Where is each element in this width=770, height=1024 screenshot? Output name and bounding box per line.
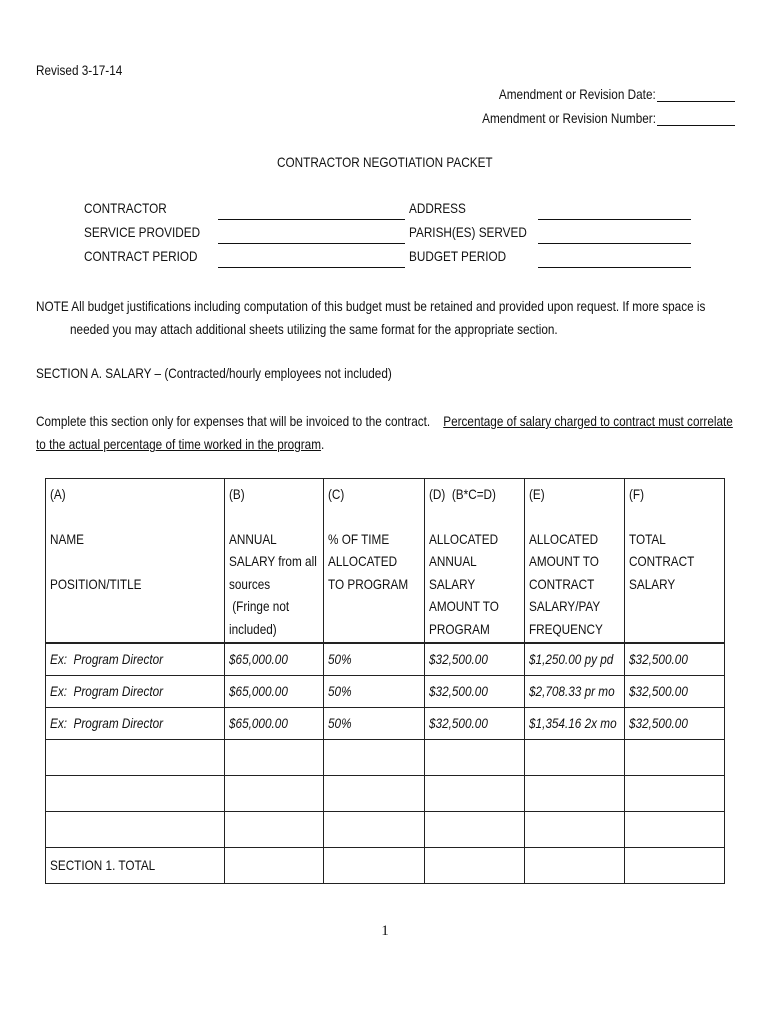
table-cell-empty[interactable] <box>525 812 625 848</box>
column-header-f: (F) TOTAL CONTRACT SALARY <box>625 479 725 644</box>
instruction-underlined-1: Percentage of salary charged to contract must correlate <box>443 413 733 429</box>
amendment-date-label: Amendment or Revision Date: <box>499 86 656 102</box>
revised-date: Revised 3-17-14 <box>36 62 123 78</box>
table-cell: $65,000.00 <box>225 643 324 676</box>
table-row <box>46 812 725 848</box>
table-cell-empty[interactable] <box>625 776 725 812</box>
parishes-served-field[interactable] <box>538 243 691 244</box>
table-cell: $1,354.16 2x mo <box>525 708 625 740</box>
total-cell[interactable] <box>425 848 525 884</box>
table-cell-empty[interactable] <box>324 776 425 812</box>
column-header-a: (A) NAME POSITION/TITLE <box>46 479 225 644</box>
service-provided-label: SERVICE PROVIDED <box>84 224 201 240</box>
parishes-served-label: PARISH(ES) SERVED <box>409 224 527 240</box>
contractor-field[interactable] <box>218 219 405 220</box>
table-cell-empty[interactable] <box>225 776 324 812</box>
table-cell-empty[interactable] <box>46 812 225 848</box>
table-cell-empty[interactable] <box>525 740 625 776</box>
instruction-end: . <box>321 436 325 452</box>
section-a-heading: SECTION A. SALARY – (Contracted/hourly employees not included) <box>36 365 392 381</box>
table-cell: $32,500.00 <box>425 676 525 708</box>
table-cell-empty[interactable] <box>525 776 625 812</box>
section-a-instruction <box>36 411 746 457</box>
table-cell: $32,500.00 <box>625 676 725 708</box>
table-cell-empty[interactable] <box>46 740 225 776</box>
note-line-2: needed you may attach additional sheets utilizing the same format for the appropriate section. <box>70 321 558 337</box>
budget-period-label: BUDGET PERIOD <box>409 248 507 264</box>
table-cell-empty[interactable] <box>625 812 725 848</box>
table-cell: $65,000.00 <box>225 708 324 740</box>
table-row <box>46 708 725 740</box>
table-cell: $32,500.00 <box>625 708 725 740</box>
table-cell-empty[interactable] <box>425 812 525 848</box>
service-provided-field[interactable] <box>218 243 405 244</box>
note-line-1: NOTE All budget justifications including computation of this budget must be retained and provided upon request. If more space is <box>36 298 706 314</box>
column-header-b: (B) ANNUAL SALARY from all sources (Fringe not included) <box>225 479 324 644</box>
amendment-number-field[interactable] <box>657 112 735 126</box>
address-label: ADDRESS <box>409 200 466 216</box>
contract-period-field[interactable] <box>218 267 405 268</box>
column-header-d: (D) (B*C=D) ALLOCATED ANNUAL SALARY AMOUNT TO PROGRAM <box>425 479 525 644</box>
column-header-c: (C) % OF TIME ALLOCATED TO PROGRAM <box>324 479 425 644</box>
page-title: CONTRACTOR NEGOTIATION PACKET <box>277 154 493 170</box>
instruction-underlined-2: to the actual percentage of time worked in the program <box>36 436 322 452</box>
table-cell-empty[interactable] <box>225 812 324 848</box>
total-label: SECTION 1. TOTAL <box>46 848 225 884</box>
table-cell-empty[interactable] <box>625 740 725 776</box>
table-cell-empty[interactable] <box>425 740 525 776</box>
contractor-label: CONTRACTOR <box>84 200 167 216</box>
total-cell[interactable] <box>525 848 625 884</box>
amendment-number-row <box>449 110 735 126</box>
table-cell: 50% <box>324 643 425 676</box>
table-cell-empty[interactable] <box>46 776 225 812</box>
amendment-date-row <box>469 86 735 102</box>
table-row <box>46 676 725 708</box>
table-row <box>46 643 725 676</box>
page-number: 1 <box>381 923 389 939</box>
table-cell: Ex: Program Director <box>46 643 225 676</box>
table-cell: 50% <box>324 708 425 740</box>
table-cell: $32,500.00 <box>625 643 725 676</box>
table-header-row <box>46 479 725 644</box>
table-cell-empty[interactable] <box>324 812 425 848</box>
total-row <box>46 848 725 884</box>
table-cell: $2,708.33 pr mo <box>525 676 625 708</box>
salary-table <box>45 478 725 884</box>
amendment-number-label: Amendment or Revision Number: <box>482 110 656 126</box>
table-cell: $1,250.00 py pd <box>525 643 625 676</box>
table-cell: Ex: Program Director <box>46 676 225 708</box>
table-cell: $32,500.00 <box>425 643 525 676</box>
column-header-e: (E) ALLOCATED AMOUNT TO CONTRACT SALARY/PAY FREQUENCY <box>525 479 625 644</box>
table-cell: Ex: Program Director <box>46 708 225 740</box>
table-row <box>46 740 725 776</box>
budget-period-field[interactable] <box>538 267 691 268</box>
table-cell: 50% <box>324 676 425 708</box>
amendment-date-field[interactable] <box>657 88 735 102</box>
budget-note <box>36 296 736 342</box>
address-field[interactable] <box>538 219 691 220</box>
instruction-plain: Complete this section only for expenses that will be invoiced to the contract. <box>36 413 444 429</box>
total-cell[interactable] <box>324 848 425 884</box>
table-cell: $65,000.00 <box>225 676 324 708</box>
table-cell-empty[interactable] <box>425 776 525 812</box>
table-cell: $32,500.00 <box>425 708 525 740</box>
total-cell[interactable] <box>225 848 324 884</box>
contract-period-label: CONTRACT PERIOD <box>84 248 198 264</box>
table-cell-empty[interactable] <box>225 740 324 776</box>
total-cell[interactable] <box>625 848 725 884</box>
table-cell-empty[interactable] <box>324 740 425 776</box>
table-row <box>46 776 725 812</box>
